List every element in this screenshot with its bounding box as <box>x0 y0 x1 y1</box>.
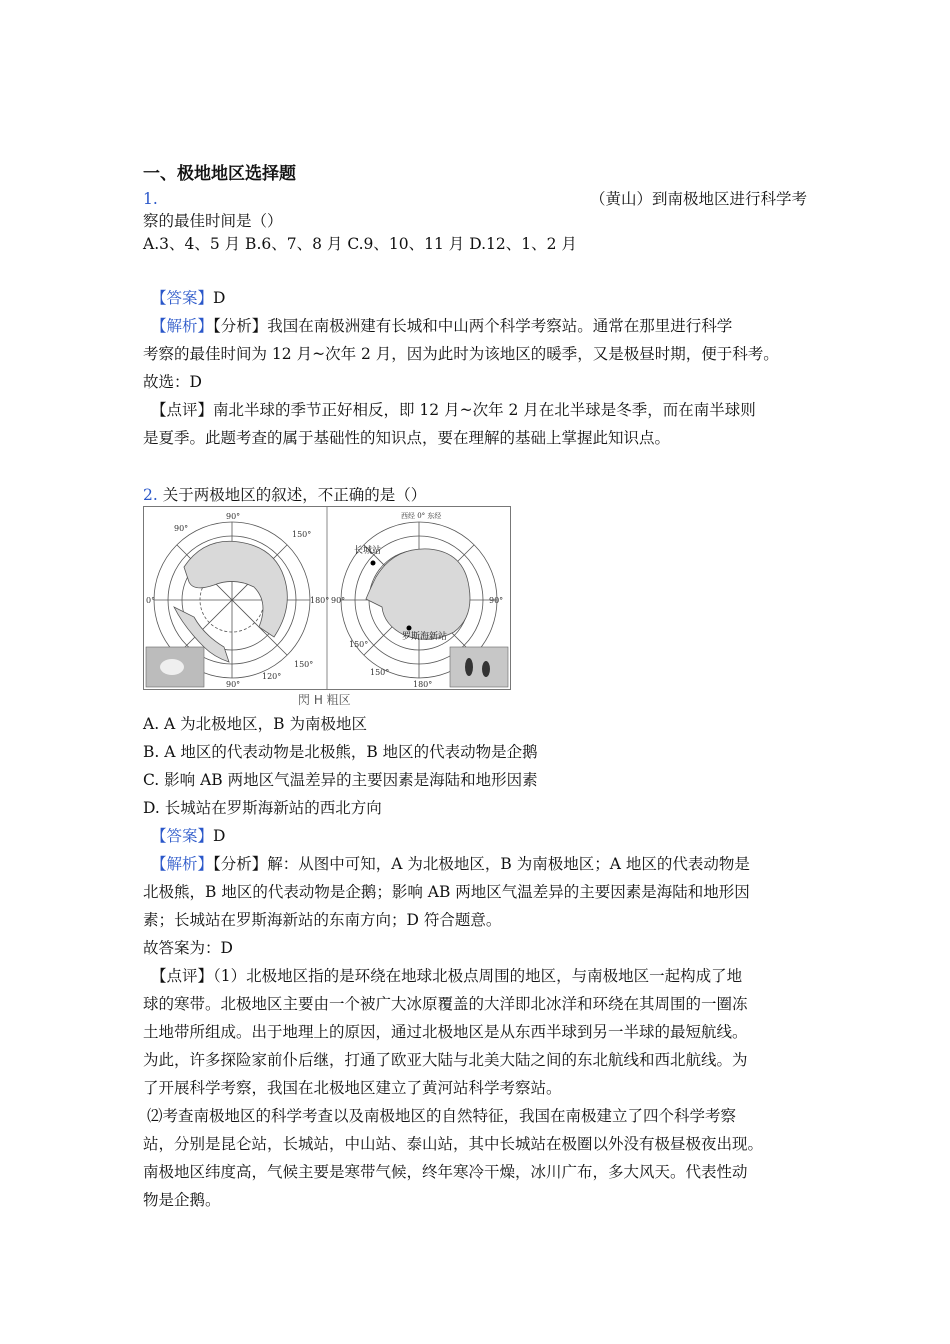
answer-tag: 【答案】 <box>151 827 214 845</box>
penguin-shape-1 <box>465 658 473 676</box>
q1-stem-right: （黄山）到南极地区进行科学考 <box>589 190 807 208</box>
changcheng-station-label: 长城站 <box>354 546 382 556</box>
q2-comment-l8: 南极地区纬度高，气候主要是寒带气候，终年寒冷干燥，冰川广布，多大风天。代表性动 <box>143 1163 748 1181</box>
q2-option-c: C. 影响 AB 两地区气温差异的主要因素是海陆和地形因素 <box>143 771 538 789</box>
right-label-3: 90° <box>489 596 504 605</box>
right-label-4: 150° <box>349 640 369 649</box>
q2-analysis-l4: 故答案为：D <box>143 939 233 957</box>
polar-bear-shape <box>160 659 184 675</box>
answer-tag: 【答案】 <box>151 289 214 307</box>
q2-option-a: A. A 为北极地区，B 为南极地区 <box>143 715 367 733</box>
right-label-2: 90° <box>331 596 346 605</box>
q2-option-b: B. A 地区的代表动物是北极熊，B 地区的代表动物是企鹅 <box>143 743 538 761</box>
q2-analysis-l2: 北极熊，B 地区的代表动物是企鹅；影响 AB 两地区气温差异的主要因素是海陆和地形因 <box>143 883 750 901</box>
q1-analysis-l1 <box>151 316 732 336</box>
q2-comment-l5: 了开展科学考察，我国在北极地区建立了黄河站科学考察站。 <box>143 1079 562 1097</box>
left-lat-label-6: 90° <box>226 680 241 689</box>
changcheng-station-dot <box>371 561 376 566</box>
penguin-shape-2 <box>482 661 490 677</box>
q2-answer <box>151 826 225 846</box>
q1-comment-l2: 是夏季。此题考查的属于基础性的知识点，要在理解的基础上掌握此知识点。 <box>143 429 671 447</box>
q2-comment-l7: 站，分别是昆仑站，长城站，中山站、泰山站，其中长城站在极圈以外没有极昼极夜出现。 <box>143 1135 764 1153</box>
q1-options: A.3、4、5 月 B.6、7、8 月 C.9、10、11 月 D.12、1、2 月 <box>143 235 577 253</box>
q1-stem-cont: 察的最佳时间是（） <box>143 212 283 230</box>
q2-stem-line <box>143 485 426 505</box>
left-lat-label-5: 120° <box>262 672 282 681</box>
q2-comment-l4: 为此，许多探险家前仆后继，打通了欧亚大陆与北美大陆之间的东北航线和西北航线。为 <box>143 1051 748 1069</box>
polar-maps-figure <box>143 506 511 690</box>
left-lat-label-3: 180° <box>310 596 330 605</box>
rosssea-station-label: 罗斯海新站 <box>402 632 448 642</box>
q2-stem: 关于两极地区的叙述，不正确的是（） <box>162 486 427 504</box>
penguin-photo <box>450 647 508 687</box>
q1-number: 1. <box>143 190 158 208</box>
left-lat-label-2: 150° <box>292 530 312 539</box>
analysis-tag: 【解析】 <box>151 317 214 335</box>
q1-answer <box>151 288 225 308</box>
section-title: 一、极地地区选择题 <box>143 164 296 184</box>
left-lon-label-1: 0° <box>146 596 156 605</box>
q2-analysis-l1 <box>151 854 750 874</box>
q2-comment-l3: 土地带所组成。出于地理上的原因，通过北极地区是从东西半球到另一半球的最短航线。 <box>143 1023 748 1041</box>
left-lat-label-4: 150° <box>294 660 314 669</box>
q2-analysis-l3: 素；长城站在罗斯海新站的东南方向；D 符合题意。 <box>143 911 502 929</box>
q1-comment-l1: 【点评】南北半球的季节正好相反，即 12 月~次年 2 月在北半球是冬季，而在南半球则 <box>151 401 756 419</box>
q2-comment-l9: 物是企鹅。 <box>143 1191 221 1209</box>
answer-value: D <box>213 289 226 307</box>
q2-comment-l2: 球的寒带。北极地区主要由一个被广大冰原覆盖的大洋即北冰洋和环绕在其周围的一圈冻 <box>143 995 748 1013</box>
right-label-6: 150° <box>370 668 390 677</box>
q2-option-d: D. 长城站在罗斯海新站的西北方向 <box>143 799 382 817</box>
analysis-text: 【分析】我国在南极洲建有长城和中山两个科学考察站。通常在那里进行科学 <box>213 317 733 335</box>
q1-analysis-l3: 故选：D <box>143 373 202 391</box>
right-top-label: 西经 0° 东经 <box>401 512 442 520</box>
q2-number: 2. <box>143 486 158 504</box>
polar-maps-svg <box>144 507 510 689</box>
q2-comment-l1: 【点评】（1）北极地区指的是环绕在地球北极点周围的地区，与南极地区一起构成了地 <box>151 967 743 985</box>
left-lon-label-2: 90° <box>174 524 189 533</box>
q2-comment-l6: ⑵考查南极地区的科学考查以及南极地区的自然特征，我国在南极建立了四个科学考察 <box>147 1107 737 1125</box>
analysis-text: 【分析】解：从图中可知，A 为北极地区，B 为南极地区；A 地区的代表动物是 <box>213 855 750 873</box>
figure-caption: 閃 H 粗区 <box>298 693 351 707</box>
rosssea-station-dot <box>407 626 412 631</box>
left-lat-label-1: 90° <box>226 512 241 521</box>
right-label-5: 180° <box>413 680 433 689</box>
answer-value: D <box>213 827 226 845</box>
q1-analysis-l2: 考察的最佳时间为 12 月~次年 2 月，因为此时为该地区的暖季，又是极昼时期，便于科考。 <box>143 345 779 363</box>
analysis-tag: 【解析】 <box>151 855 214 873</box>
